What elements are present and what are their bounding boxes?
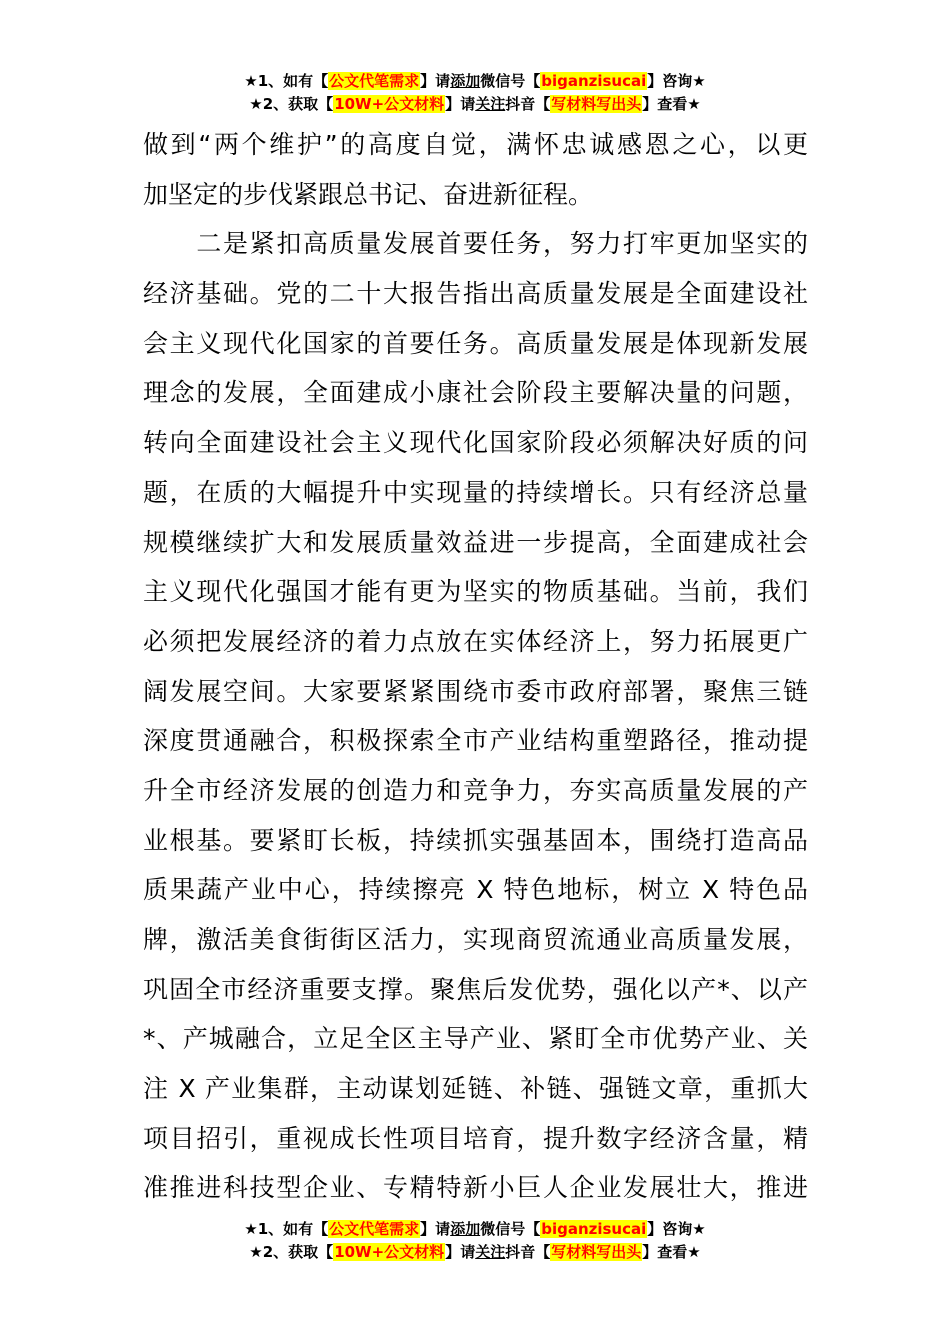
highlight-text: 10W+公文材料 (334, 1243, 445, 1261)
banner-text: 】请 (445, 95, 476, 113)
text-line: 升全市经济发展的创造力和竞争力，夯实高质量发展的产 (143, 775, 808, 805)
banner-text: 微信号【 (480, 72, 541, 90)
text-line: 理念的发展，全面建成小康社会阶段主要解决量的问题， (143, 378, 808, 408)
banner-text: 抖音【 (505, 1243, 551, 1261)
text-line: 加坚定的步伐紧跟总书记、奋进新征程。 (143, 179, 594, 209)
underlined-text: 关注 (475, 1243, 506, 1261)
highlight-text: 公文代笔需求 (329, 72, 420, 90)
text-line: 二是紧扣高质量发展首要任务，努力打牢更加坚实的 (143, 229, 808, 259)
text-line: 质果蔬产业中心，持续擦亮 X 特色地标，树立 X 特色品 (143, 875, 808, 905)
header-banner (0, 70, 950, 116)
wechat-id-highlight: biganzisucai (541, 1220, 647, 1238)
banner-text: ★2、获取【 (249, 1243, 334, 1261)
text-line: 必须把发展经济的着力点放在实体经济上，努力拓展更广 (143, 626, 808, 656)
banner-line-1 (0, 1218, 950, 1241)
text-line: 阔发展空间。大家要紧紧围绕市委市政府部署，聚焦三链 (143, 676, 808, 706)
highlight-text: 10W+公文材料 (334, 95, 445, 113)
douyin-id-highlight: 写材料写出头 (551, 95, 642, 113)
banner-text: 】请 (420, 72, 451, 90)
text-line: 题，在质的大幅提升中实现量的持续增长。只有经济总量 (143, 477, 808, 507)
text-line: 准推进科技型企业、专精特新小巨人企业发展壮大，推进 (143, 1173, 808, 1203)
douyin-id-highlight: 写材料写出头 (551, 1243, 642, 1261)
banner-line-2 (0, 93, 950, 116)
underlined-text: 添加 (450, 1220, 481, 1238)
document-body (143, 120, 808, 1213)
text-line: 主义现代化强国才能有更为坚实的物质基础。当前，我们 (143, 577, 808, 607)
underlined-text: 添加 (450, 72, 481, 90)
text-line: 做到“两个维护”的高度自觉，满怀忠诚感恩之心，以更 (143, 130, 808, 159)
underlined-text: 关注 (475, 95, 506, 113)
text-line: 会主义现代化国家的首要任务。高质量发展是体现新发展 (143, 328, 808, 358)
text-line: 业根基。要紧盯长板，持续抓实强基固本，围绕打造高品 (143, 825, 808, 855)
text-line: 深度贯通融合，积极探索全市产业结构重塑路径，推动提 (143, 726, 808, 756)
text-line: *、产城融合，立足全区主导产业、紧盯全市优势产业、关 (143, 1024, 808, 1054)
banner-text: 】查看★ (642, 95, 701, 113)
footer-banner (0, 1218, 950, 1264)
text-line: 牌，激活美食街街区活力，实现商贸流通业高质量发展， (143, 925, 808, 954)
banner-text: 】请 (445, 1243, 476, 1261)
text-line: 巩固全市经济重要支撑。聚焦后发优势，强化以产*、以产 (143, 974, 808, 1004)
text-line: 经济基础。党的二十大报告指出高质量发展是全面建设社 (143, 279, 808, 309)
banner-text: 】咨询★ (647, 72, 706, 90)
banner-line-1 (0, 70, 950, 93)
wechat-id-highlight: biganzisucai (541, 72, 647, 90)
banner-text: ★1、如有【 (244, 72, 329, 90)
banner-text: 】请 (420, 1220, 451, 1238)
text-line: 注 X 产业集群，主动谋划延链、补链、强链文章，重抓大 (143, 1074, 808, 1104)
banner-text: 微信号【 (480, 1220, 541, 1238)
banner-text: 抖音【 (505, 95, 551, 113)
text-line: 转向全面建设社会主义现代化国家阶段必须解决好质的问 (143, 428, 808, 458)
text-line: 规模继续扩大和发展质量效益进一步提高，全面建成社会 (143, 527, 808, 557)
highlight-text: 公文代笔需求 (329, 1220, 420, 1238)
banner-text: 】咨询★ (647, 1220, 706, 1238)
banner-line-2 (0, 1241, 950, 1264)
banner-text: ★2、获取【 (249, 95, 334, 113)
text-line: 项目招引，重视成长性项目培育，提升数字经济含量，精 (143, 1123, 808, 1153)
banner-text: ★1、如有【 (244, 1220, 329, 1238)
banner-text: 】查看★ (642, 1243, 701, 1261)
